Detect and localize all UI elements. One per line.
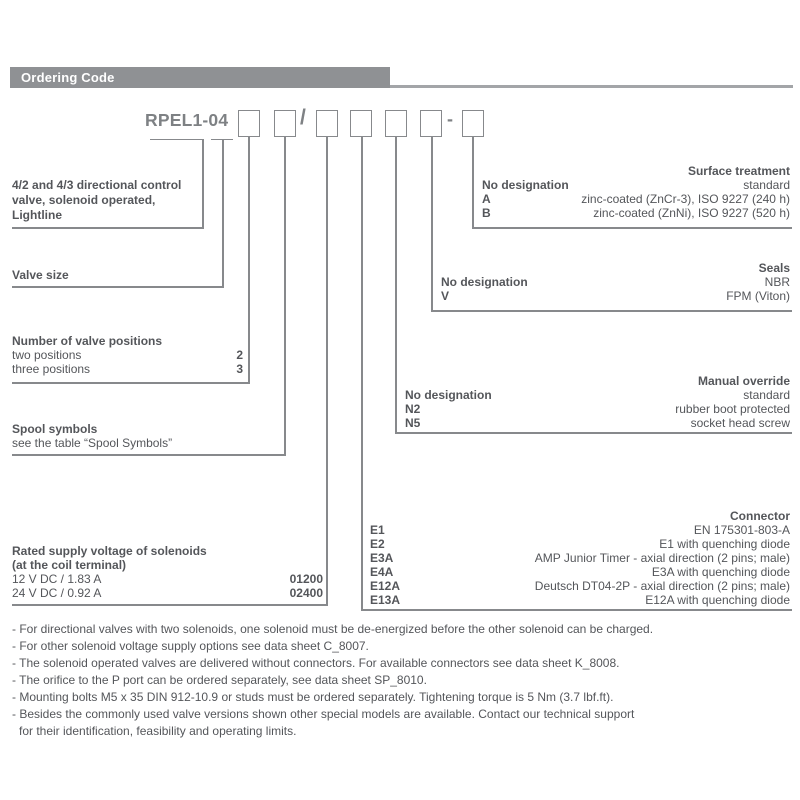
leader-line-seals <box>431 136 433 310</box>
option-row <box>405 416 790 430</box>
option-value: AMP Junior Timer - axial direction (2 pins; male) <box>534 551 790 565</box>
option-row <box>12 362 243 376</box>
section-rule-valve-description <box>12 227 204 229</box>
option-code: 01200 <box>289 572 323 586</box>
option-row <box>370 523 790 537</box>
leader-line-manual-override <box>395 136 397 432</box>
section-title: Surface treatment <box>687 164 790 178</box>
option-code: E1 <box>370 523 385 537</box>
option-row <box>370 551 790 565</box>
option-row <box>12 586 323 600</box>
section-header-bar <box>10 67 390 88</box>
option-row <box>405 388 790 402</box>
option-value: standard <box>743 388 790 402</box>
footnote: - The solenoid operated valves are delivered without connectors. For available connectors see data sheet K_8008. <box>12 656 620 670</box>
option-row <box>12 572 323 586</box>
code-box-manual-override <box>385 110 407 137</box>
option-code: E13A <box>370 593 401 607</box>
footnotes <box>12 621 794 740</box>
option-row <box>441 275 790 289</box>
option-value: E1 with quenching diode <box>659 537 790 551</box>
option-code: E3A <box>370 551 394 565</box>
leader-line-positions <box>248 136 250 382</box>
option-code: N5 <box>405 416 421 430</box>
option-code: No designation <box>405 388 492 402</box>
option-value: E12A with quenching diode <box>645 593 790 607</box>
option-row <box>370 593 790 607</box>
section-rule-positions <box>12 382 250 384</box>
footnote: - Besides the commonly used valve versions shown other special models are available. Contact our technical support <box>12 707 635 721</box>
option-code: 2 <box>236 348 243 362</box>
option-row <box>370 565 790 579</box>
option-value: zinc-coated (ZnNi), ISO 9227 (520 h) <box>593 206 790 220</box>
option-code: N2 <box>405 402 421 416</box>
section-spool-symbols <box>12 422 172 450</box>
option-row <box>482 178 790 192</box>
section-title: Connector <box>730 509 790 523</box>
option-label: 12 V DC / 1.83 A <box>12 572 102 586</box>
section-title: Seals <box>758 261 790 275</box>
code-box-surface-treatment <box>462 110 484 137</box>
leader-line-spool <box>284 136 286 454</box>
section-valve-description <box>12 178 212 223</box>
leader-line-connector <box>361 136 363 609</box>
section-title: Valve size <box>12 268 69 282</box>
option-value: zinc-coated (ZnCr-3), ISO 9227 (240 h) <box>581 192 790 206</box>
code-box-voltage <box>316 110 338 137</box>
code-separator-dash: - <box>447 109 453 129</box>
leader-line-surface-treatment <box>472 136 474 227</box>
footnote: - For directional valves with two solenoids, one solenoid must be de-energized before the other solenoid can be charged. <box>12 622 654 636</box>
section-voltage <box>12 544 323 600</box>
option-code: No designation <box>482 178 569 192</box>
section-rule-surface-treatment <box>472 227 792 229</box>
option-code: V <box>441 289 450 303</box>
leader-line-voltage <box>326 136 328 604</box>
option-code: E2 <box>370 537 385 551</box>
option-value: standard <box>743 178 790 192</box>
option-row <box>12 348 243 362</box>
option-code: B <box>482 206 491 220</box>
section-valve-size <box>12 268 69 282</box>
page-title: Ordering Code <box>21 70 115 85</box>
option-label: two positions <box>12 348 82 362</box>
footnote-continuation: for their identification, feasibility and operating limits. <box>19 724 297 738</box>
valve-description-line: 4/2 and 4/3 directional control <box>12 178 182 192</box>
option-value: FPM (Viton) <box>726 289 790 303</box>
option-row <box>370 537 790 551</box>
section-seals <box>441 261 790 303</box>
option-code: 02400 <box>289 586 323 600</box>
code-box-seals <box>420 110 442 137</box>
option-row <box>482 192 790 206</box>
section-positions <box>12 334 243 376</box>
section-title: Rated supply voltage of solenoids <box>12 544 207 558</box>
section-connector <box>370 509 790 607</box>
leader-line-valve-size <box>222 139 224 286</box>
underline-prefix-size <box>211 139 233 141</box>
option-label: three positions <box>12 362 91 376</box>
section-manual-override <box>405 374 790 430</box>
option-row <box>370 579 790 593</box>
valve-description-line: valve, solenoid operated, <box>12 193 156 207</box>
option-value: NBR <box>764 275 790 289</box>
section-title: Number of valve positions <box>12 334 163 348</box>
option-value: socket head screw <box>690 416 790 430</box>
option-code: 3 <box>236 362 243 376</box>
order-code-prefix: RPEL1-04 <box>145 110 229 130</box>
section-title: Manual override <box>697 374 790 388</box>
option-value: rubber boot protected <box>675 402 790 416</box>
option-value: E3A with quenching diode <box>651 565 790 579</box>
section-rule-connector <box>361 609 792 611</box>
section-rule-voltage <box>12 604 328 606</box>
option-code: No designation <box>441 275 528 289</box>
code-separator-slash: / <box>300 106 306 129</box>
option-code: E4A <box>370 565 394 579</box>
section-rule-manual-override <box>395 432 792 434</box>
footnote: - The orifice to the P port can be ordered separately, see data sheet SP_8010. <box>12 673 427 687</box>
section-subtitle: (at the coil terminal) <box>12 558 127 572</box>
option-code: A <box>482 192 491 206</box>
section-rule-seals <box>431 310 792 312</box>
section-surface-treatment <box>482 164 790 220</box>
footnote: - Mounting bolts M5 x 35 DIN 912-10.9 or studs must be ordered separately. Tightening torque is 5 Nm (3.7 lbf.ft). <box>12 690 614 704</box>
option-value: Deutsch DT04-2P - axial direction (2 pins; male) <box>534 579 790 593</box>
section-rule-valve-size <box>12 286 224 288</box>
section-subtitle: see the table “Spool Symbols” <box>12 436 173 450</box>
code-box-valve-positions <box>238 110 260 137</box>
option-row <box>441 289 790 303</box>
valve-description-line: Lightline <box>12 208 62 222</box>
code-box-connector <box>350 110 372 137</box>
option-row <box>405 402 790 416</box>
option-label: 24 V DC / 0.92 A <box>12 586 102 600</box>
code-box-spool-symbol <box>274 110 296 137</box>
underline-prefix-type <box>150 139 203 141</box>
footnote: - For other solenoid voltage supply options see data sheet C_8007. <box>12 639 369 653</box>
section-rule-spool <box>12 454 286 456</box>
option-code: E12A <box>370 579 401 593</box>
option-row <box>482 206 790 220</box>
section-title: Spool symbols <box>12 422 98 436</box>
option-value: EN 175301-803-A <box>693 523 790 537</box>
